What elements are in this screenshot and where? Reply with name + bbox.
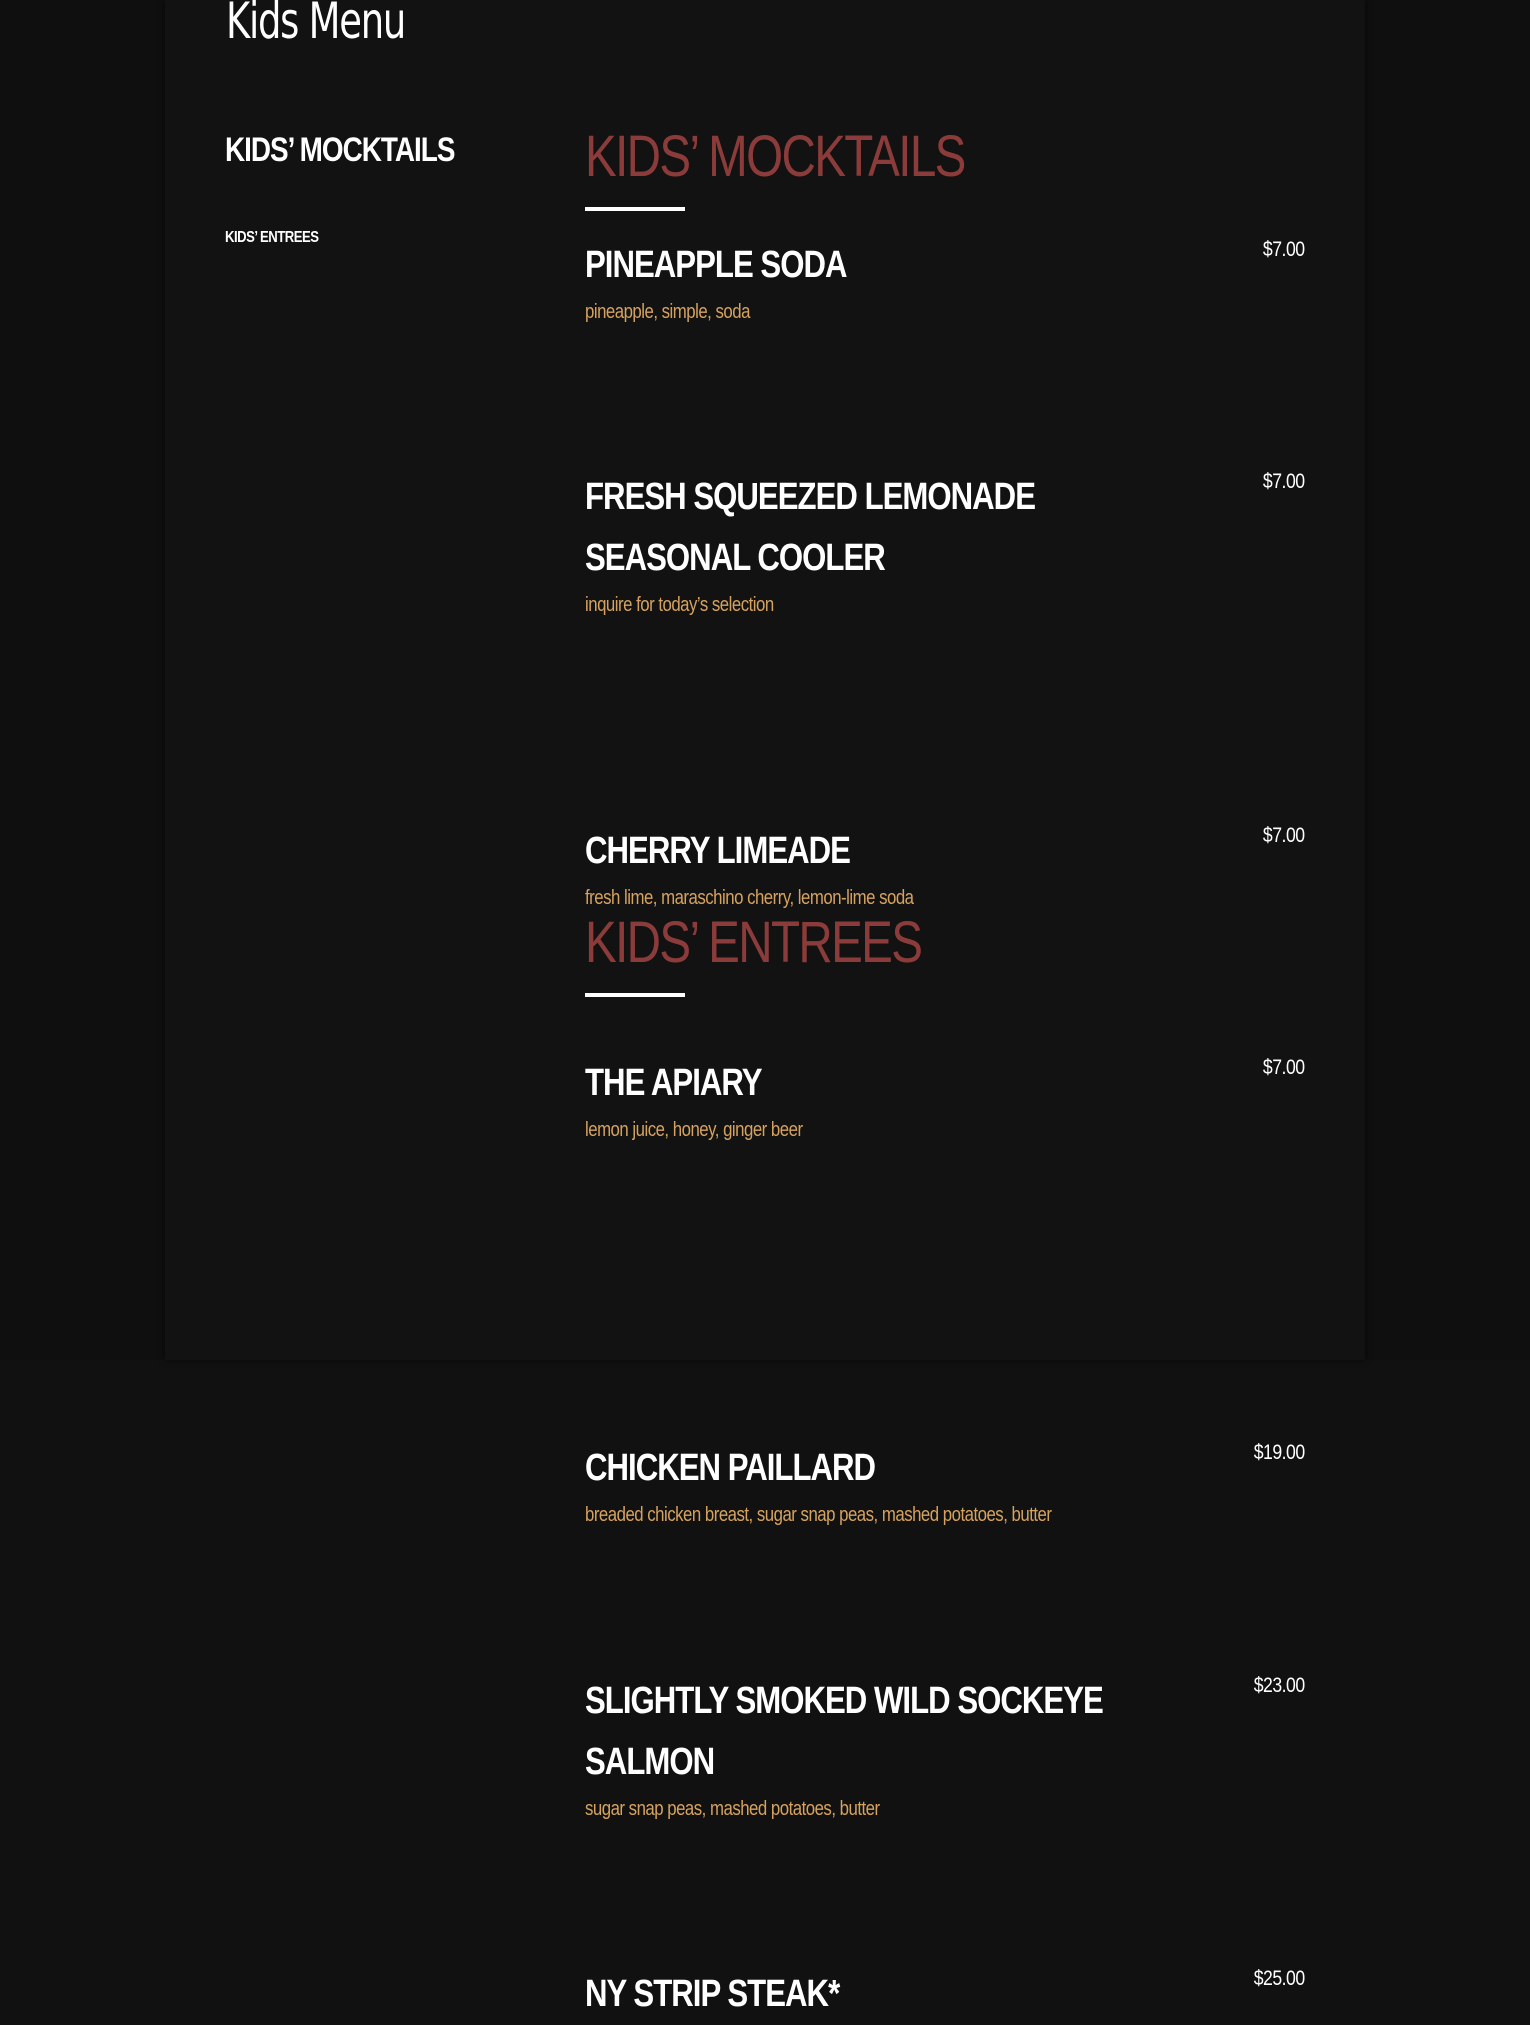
item-description: pineapple, simple, soda (585, 301, 750, 323)
nav-item-kids-entrees[interactable]: KIDS’ ENTREES (225, 229, 319, 246)
section-title: KIDS’ ENTREES (585, 910, 922, 975)
item-name: NY STRIP STEAK* (585, 1973, 840, 2015)
menu-item (585, 1964, 1305, 2025)
menu-item (585, 821, 1305, 910)
item-price: $7.00 (1263, 470, 1305, 493)
section-kids-mocktails (585, 125, 1305, 211)
item-description: sugar snap peas, mashed potatoes, butter (585, 1798, 880, 1820)
item-name: FRESH SQUEEZED LEMONADE SEASONAL COOLER (585, 476, 1036, 579)
item-name: THE APIARY (585, 1062, 762, 1104)
section-nav (225, 130, 525, 248)
item-price: $23.00 (1254, 1674, 1305, 1697)
item-name: SLIGHTLY SMOKED WILD SOCKEYE SALMON (585, 1680, 1103, 1783)
section-title: KIDS’ MOCKTAILS (585, 124, 965, 189)
page-title: Kids Menu (226, 0, 406, 50)
item-name: CHERRY LIMEADE (585, 830, 850, 872)
item-description: breaded chicken breast, sugar snap peas, mashed potatoes, butter (585, 1504, 1052, 1526)
section-kids-entrees (585, 911, 1305, 997)
nav-item-kids-mocktails[interactable]: KIDS’ MOCKTAILS (225, 131, 455, 169)
menu-item (585, 235, 1305, 324)
menu-item (585, 1671, 1305, 1821)
item-description: fresh lime, maraschino cherry, lemon-lime soda (585, 887, 914, 909)
item-name: PINEAPPLE SODA (585, 244, 847, 286)
item-price: $7.00 (1263, 1056, 1305, 1079)
item-price: $25.00 (1254, 1967, 1305, 1990)
menu-item (585, 1053, 1305, 1142)
menu-item (585, 467, 1305, 617)
item-price: $7.00 (1263, 238, 1305, 261)
section-divider (585, 993, 685, 997)
item-description: inquire for today’s selection (585, 594, 774, 616)
item-description: lemon juice, honey, ginger beer (585, 1119, 803, 1141)
menu-item (585, 1438, 1305, 1527)
item-price: $19.00 (1254, 1441, 1305, 1464)
item-price: $7.00 (1263, 824, 1305, 847)
item-name: CHICKEN PAILLARD (585, 1447, 876, 1489)
section-divider (585, 207, 685, 211)
